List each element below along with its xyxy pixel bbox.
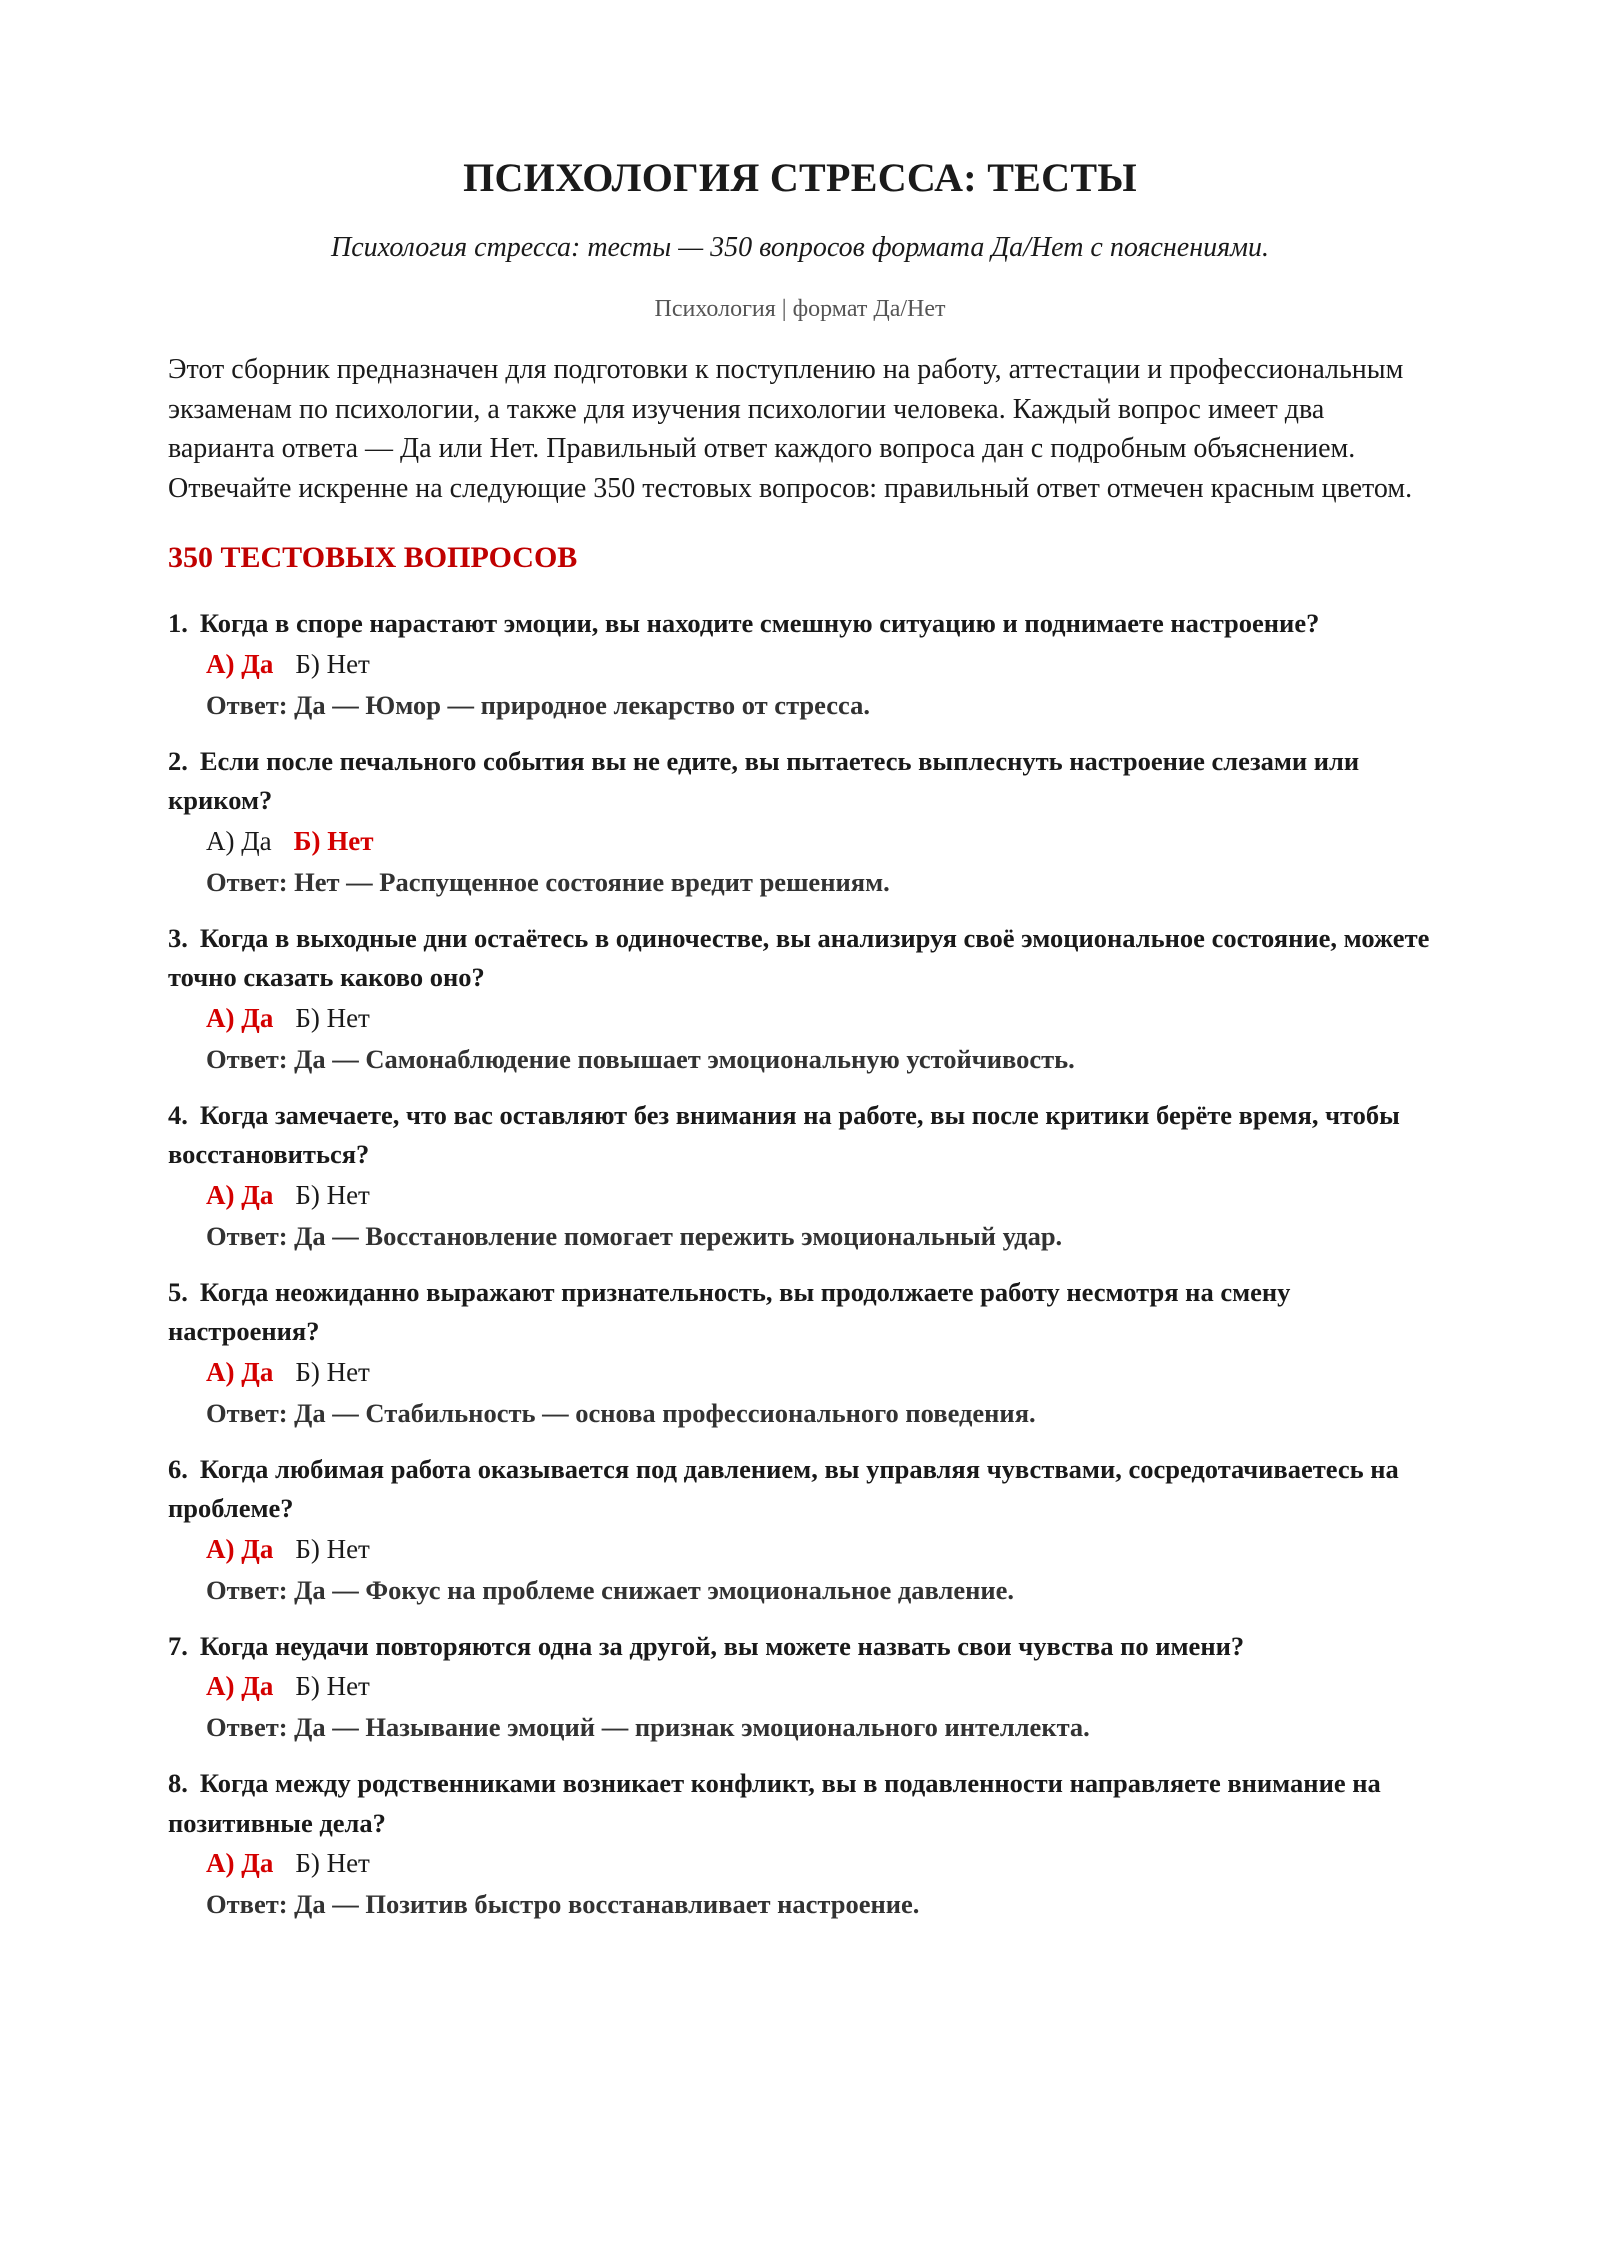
option-a[interactable]: А) Да: [206, 1002, 274, 1033]
answer-explanation: Ответ: Да — Фокус на проблеме снижает эмоциональное давление.: [206, 1574, 1015, 1605]
question-text: [168, 742, 1432, 821]
question-number: 8.: [168, 1768, 188, 1798]
question-number: 1.: [168, 608, 188, 638]
question-item: [168, 1273, 1432, 1434]
option-a[interactable]: А) Да: [206, 1671, 274, 1701]
answer-explanation: Ответ: Да — Юмор — природное лекарство от стресса.: [206, 689, 870, 720]
question-number: 2.: [168, 745, 188, 776]
question-item: [168, 919, 1432, 1080]
answer-options: [168, 1352, 1432, 1393]
answer-explanation: Ответ: Да — Позитив быстро восстанавливает настроение.: [206, 1889, 920, 1919]
question-number: 7.: [168, 1630, 188, 1661]
option-b[interactable]: Б) Нет: [295, 1179, 370, 1210]
option-a[interactable]: А) Да: [206, 825, 272, 856]
question-label: Когда между родственниками возникает конфликт, вы в подавленности направляете внимание на позитивные дела?: [168, 1768, 1381, 1838]
option-a[interactable]: А) Да: [206, 648, 274, 679]
question-label: Если после печального события вы не едите, вы пытаетесь выплеснуть настроение слезами или криком?: [168, 745, 1360, 815]
answer-options: [168, 821, 1432, 862]
option-a[interactable]: А) Да: [206, 1848, 274, 1878]
page-meta: Психология | формат Да/Нет: [654, 296, 946, 322]
question-item: [168, 1096, 1432, 1257]
question-text: [168, 919, 1432, 998]
question-label: Когда неожиданно выражают признательность, вы продолжаете работу несмотря на смену настроения?: [168, 1276, 1291, 1346]
option-b[interactable]: Б) Нет: [295, 1671, 370, 1701]
question-label: Когда любимая работа оказывается под давлением, вы управляя чувствами, сосредотачиваетесь на проблеме?: [168, 1453, 1399, 1523]
answer-explanation: Ответ: Нет — Распущенное состояние вредит решениям.: [206, 866, 890, 897]
answer-options: [168, 1843, 1432, 1884]
answer-explanation: Ответ: Да — Восстановление помогает пережить эмоциональный удар.: [206, 1220, 1063, 1251]
question-item: [168, 1627, 1432, 1749]
answer-options: [168, 1175, 1432, 1216]
option-a[interactable]: А) Да: [206, 1356, 274, 1387]
question-item: [168, 742, 1432, 903]
question-text: [168, 1273, 1432, 1352]
page-subtitle: Психология стресса: тесты — 350 вопросов формата Да/Нет с пояснениями.: [330, 232, 1270, 263]
answer-options: [168, 1529, 1432, 1570]
option-b[interactable]: Б) Нет: [295, 648, 370, 679]
question-number: 3.: [168, 922, 188, 953]
question-number: 4.: [168, 1099, 188, 1130]
question-item: [168, 1764, 1432, 1925]
question-number: 5.: [168, 1276, 188, 1307]
option-b[interactable]: Б) Нет: [295, 1533, 370, 1564]
question-item: [168, 1450, 1432, 1611]
question-label: Когда неудачи повторяются одна за другой, вы можете назвать свои чувства по имени?: [199, 1630, 1245, 1661]
question-item: [168, 604, 1432, 726]
answer-explanation: Ответ: Да — Самонаблюдение повышает эмоциональную устойчивость.: [206, 1043, 1075, 1074]
question-label: Когда в споре нарастают эмоции, вы находите смешную ситуацию и поднимаете настроение?: [199, 608, 1320, 638]
question-text: [168, 1450, 1432, 1529]
answer-options: [168, 998, 1432, 1039]
question-text: [168, 1096, 1432, 1175]
answer-explanation: Ответ: Да — Стабильность — основа профессионального поведения.: [206, 1397, 1036, 1428]
option-b[interactable]: Б) Нет: [295, 1356, 370, 1387]
question-text: [168, 1764, 1432, 1843]
intro-paragraph: Этот сборник предназначен для подготовки к поступлению на работу, аттестации и профессиональным экзаменам по психологии, а также для изучения психологии человека. Каждый вопрос имеет два варианта ответа — Да или Нет. Правильный ответ каждого вопроса дан с подробным объяснением. Отвечайте искренне на следующие 350 тестовых вопросов: правильный ответ отмечен красным цветом.: [168, 354, 1413, 504]
question-text: [168, 1627, 1432, 1667]
option-a[interactable]: А) Да: [206, 1179, 274, 1210]
option-b[interactable]: Б) Нет: [295, 1002, 370, 1033]
answer-options: [168, 644, 1432, 685]
question-label: Когда замечаете, что вас оставляют без внимания на работе, вы после критики берёте время, чтобы восстановиться?: [168, 1099, 1400, 1169]
answer-explanation: Ответ: Да — Называние эмоций — признак эмоционального интеллекта.: [206, 1712, 1090, 1742]
question-label: Когда в выходные дни остаётесь в одиночестве, вы анализируя своё эмоциональное состояние, можете точно сказать каково оно?: [168, 922, 1430, 992]
option-a[interactable]: А) Да: [206, 1533, 274, 1564]
question-list: [168, 604, 1432, 1925]
section-heading: 350 ТЕСТОВЫХ ВОПРОСОВ: [168, 541, 578, 574]
question-number: 6.: [168, 1453, 188, 1484]
answer-options: [168, 1666, 1432, 1707]
page-title: ПСИХОЛОГИЯ СТРЕССА: ТЕСТЫ: [463, 155, 1137, 200]
question-text: [168, 604, 1432, 644]
option-b[interactable]: Б) Нет: [293, 825, 374, 856]
option-b[interactable]: Б) Нет: [295, 1848, 370, 1878]
